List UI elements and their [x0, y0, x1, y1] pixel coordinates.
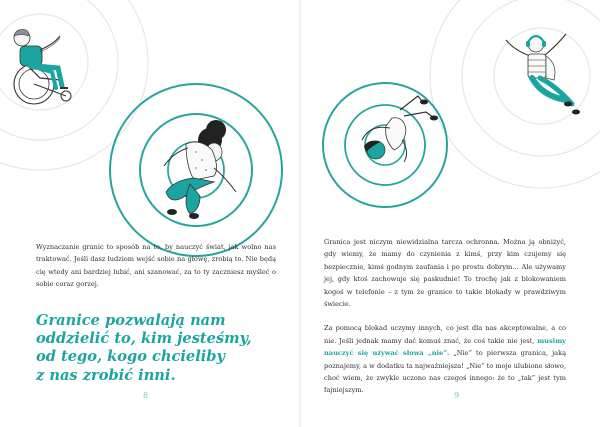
- highlighted-phrase: musimy nauczyć się używać słowa „nie”.: [324, 336, 566, 358]
- right-paragraph-2-start: Za pomocą blokad uczymy innych, co jest dla nas akceptowalne, a co nie. Jeśli jednak mamy dać komuś znać, że coś takie nie jest,: [324, 324, 566, 345]
- right-page: [300, 0, 600, 427]
- pull-quote-line: oddzielić to, kim jesteśmy,: [36, 330, 252, 348]
- right-paragraph-2-end: „Nie” to pierwsza granica, jaką poznajemy, a w dodatku ta najważniejsza! „Nie” to moje ulubione słowo, choć wiem, że zwykle uczono nas czegoś innego: że to „tak” jest tym fajniejszym.: [324, 349, 566, 395]
- headphones-person-illustration: [506, 34, 580, 115]
- pull-quote: [36, 312, 276, 385]
- faint-circles-decoration: [430, 0, 600, 188]
- right-paragraph-1: Granica jest niczym niewidzialna tarcza ochronna. Można ją obniżyć, gdy wiemy, że mamy do czynienia z kimś, przy kim czujemy się bezpiecznie, kimś godnym zaufania i po prostu dobrym… Ale używamy jej, gdy ktoś zachowuje się paskudnie! To trochę jak z blokowaniem kogoś w telefonie – z tym że granice to takie blokady w prawdziwym świecie.: [324, 238, 566, 309]
- book-gutter: [298, 0, 302, 427]
- teal-rings-decoration: [323, 83, 447, 207]
- left-paragraph-text: Wyznaczanie granic to sposób na to, by nauczyć świat, jak wolno nas traktować. Jeśli dasz ludziom wejść sobie na głowę, zrobią to. Nie będą cię wtedy ani bardziej lubić, ani szanować, za to ty zaczniesz myśleć o sobie coraz gorzej.: [36, 243, 276, 289]
- pull-quote-line: z nas zrobić inni.: [36, 366, 176, 384]
- right-text-column: [324, 236, 566, 409]
- pull-quote-line: Granice pozwalają nam: [36, 312, 226, 329]
- page-number-right: 9: [454, 391, 460, 400]
- right-paragraph-2: [324, 322, 566, 396]
- faint-circles-decoration: [0, 0, 148, 170]
- wheelchair-person-illustration: [14, 30, 71, 104]
- page-number-left: 8: [143, 391, 149, 400]
- left-paragraph: [36, 241, 276, 303]
- floating-girl-illustration: [164, 120, 236, 219]
- pull-quote-line: od tego, kogo chcieliby: [36, 348, 225, 366]
